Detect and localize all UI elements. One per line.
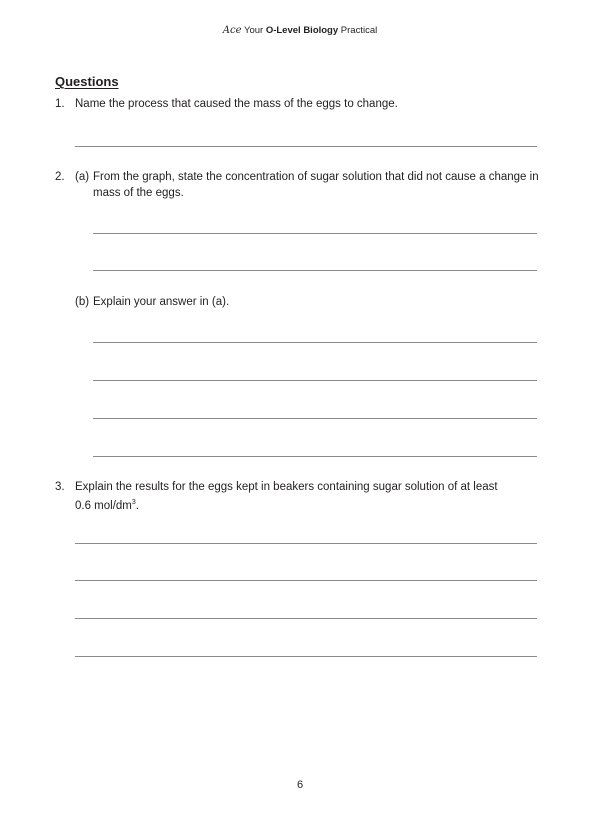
q2b-answer-line-4[interactable] bbox=[93, 456, 537, 457]
q3-answer-line-4[interactable] bbox=[75, 656, 537, 657]
header-mid: Your bbox=[243, 25, 264, 36]
q2b-answer-line-2[interactable] bbox=[93, 380, 537, 381]
q2-number: 2. bbox=[55, 171, 65, 183]
q3-value: 0.6 mol/dm bbox=[75, 499, 132, 512]
q3-answer-line-1[interactable] bbox=[75, 543, 537, 544]
q1-text: Name the process that caused the mass of the eggs to change. bbox=[75, 98, 398, 110]
header-title: O-Level Biology bbox=[265, 25, 339, 36]
q2b-answer-line-1[interactable] bbox=[93, 342, 537, 343]
q3-text-line1: Explain the results for the eggs kept in beakers containing sugar solution of at least bbox=[75, 481, 498, 493]
q3-text-line2 bbox=[75, 495, 139, 514]
q3-answer-line-2[interactable] bbox=[75, 580, 537, 581]
q2a-text-line2: mass of the eggs. bbox=[93, 187, 184, 199]
q2a-label: (a) bbox=[75, 171, 90, 183]
q2b-text: Explain your answer in (a). bbox=[93, 296, 230, 308]
running-header bbox=[0, 25, 600, 36]
q2b-label: (b) bbox=[75, 296, 90, 308]
q3-value-end: . bbox=[135, 499, 139, 512]
section-title: Questions bbox=[55, 74, 119, 89]
q2b-answer-line-3[interactable] bbox=[93, 418, 537, 419]
q2a-answer-line-1[interactable] bbox=[93, 233, 537, 234]
q3-number: 3. bbox=[55, 481, 65, 493]
q3-answer-line-3[interactable] bbox=[75, 618, 537, 619]
q3-value-superscript: 3 bbox=[131, 499, 136, 506]
q2a-text-line1: From the graph, state the concentration of sugar solution that did not cause a change in bbox=[93, 171, 539, 183]
header-suffix: Practical bbox=[340, 25, 378, 36]
page-number: 6 bbox=[296, 779, 304, 791]
header-prefix: Ace bbox=[222, 25, 242, 36]
q1-answer-line-1[interactable] bbox=[75, 146, 537, 147]
q1-number: 1. bbox=[55, 98, 65, 110]
q2a-answer-line-2[interactable] bbox=[93, 270, 537, 271]
